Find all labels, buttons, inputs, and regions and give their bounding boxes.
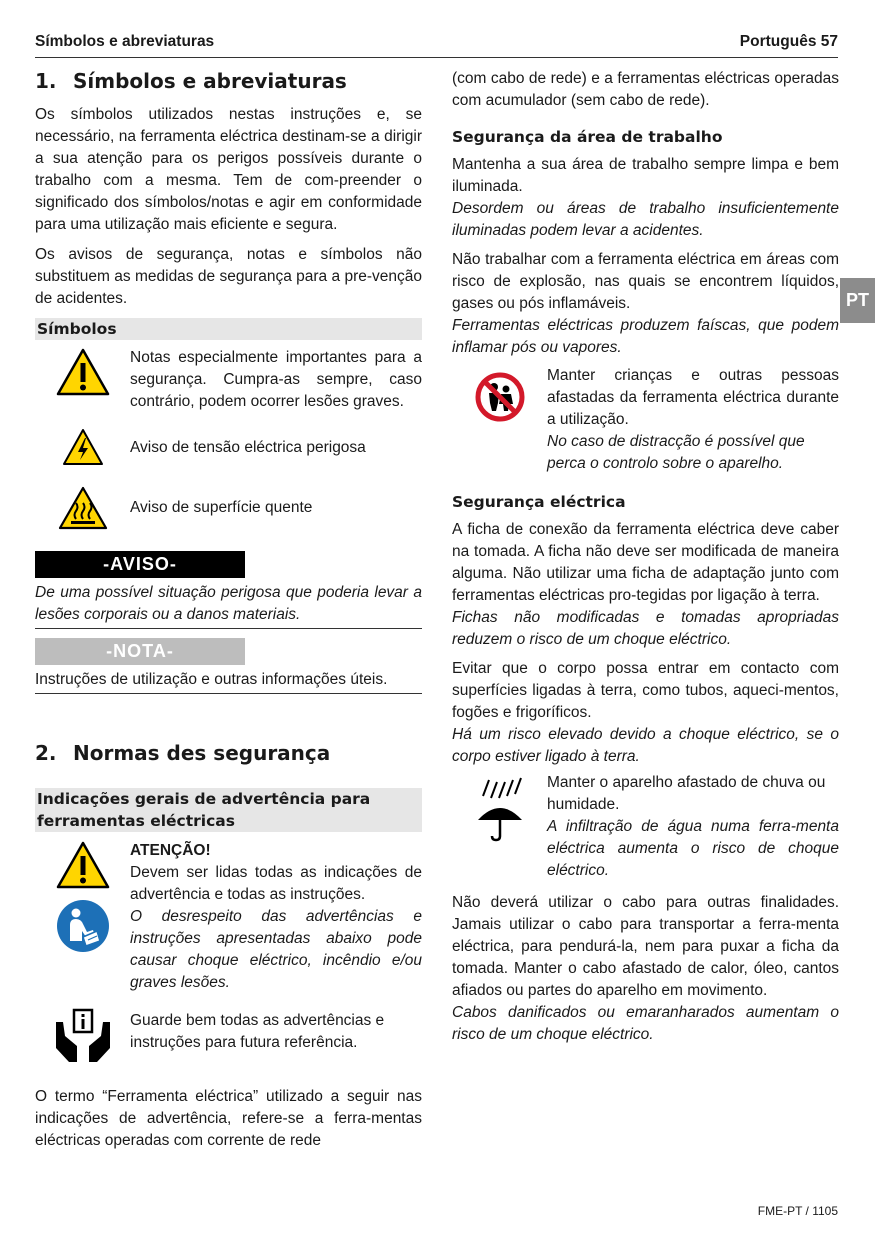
read-manual-icon <box>56 899 110 958</box>
attention-text: Devem ser lidas todas as indicações de advertência e todas as instruções. <box>130 864 422 903</box>
voltage-warning-icon <box>35 427 130 467</box>
rain-text: Manter o aparelho afastado de chuva ou humidade. <box>547 774 826 813</box>
children-italic: No caso de distracção é possível que perca o controlo sobre o aparelho. <box>547 433 805 472</box>
attention-title: ATENÇÃO! <box>130 842 211 859</box>
symbol-row-hot-surface <box>35 485 422 531</box>
symbols-heading: Símbolos <box>35 318 422 340</box>
warning-triangle-icon <box>35 347 130 397</box>
term-definition-paragraph: O termo “Ferramenta eléctrica” utilizado a seguir nas indicações de advertência, refere-se a ferra-mentas eléctricas operadas com corrente de rede <box>35 1088 422 1149</box>
symbol-row-general <box>35 347 422 413</box>
nota-label: -NOTA- <box>35 638 245 665</box>
header-page-number: Português 57 <box>739 33 838 50</box>
left-column <box>35 68 422 1152</box>
cable-italic: Cabos danificados ou emaranharados aumentam o risco de um choque eléctrico. <box>452 1004 839 1043</box>
term-continuation: (com cabo de rede) e a ferramentas eléctricas operadas com acumulador (sem cabo de rede). <box>452 70 839 109</box>
aviso-description: De uma possível situação perigosa que poderia levar a lesões corporais ou a danos materiais. <box>35 584 422 623</box>
work-area-text-1: Mantenha a sua área de trabalho sempre limpa e bem iluminada. <box>452 156 839 195</box>
electrical-safety-heading: Segurança eléctrica <box>452 493 626 511</box>
umbrella-rain-icon <box>452 772 547 842</box>
work-area-italic-1: Desordem ou áreas de trabalho insuficientemente iluminadas podem levar a acidentes. <box>452 200 839 239</box>
language-tab: PT <box>840 278 875 323</box>
keep-instructions-text: Guarde bem todas as advertências e instruções para futura referência. <box>130 1012 385 1051</box>
work-area-heading: Segurança da área de trabalho <box>452 128 723 146</box>
attention-italic-text: O desrespeito das advertências e instruções apresentadas abaixo pode causar choque eléctrico, incêndio e/ou graves lesões. <box>130 908 422 991</box>
intro-paragraph: Os símbolos utilizados nestas instruções e, se necessário, na ferramenta eléctrica destinam-se a dirigir a sua atenção para os perigos possíveis durante o trabalho com a mesma. Tem de com-preender o significado dos símbolos/notas e agir em conformidade para uma utilização mais eficiente e segura. <box>35 106 422 233</box>
no-children-icon <box>452 365 547 423</box>
right-column <box>452 68 839 1046</box>
electrical-text-2: Evitar que o corpo possa entrar em contacto com superfícies ligadas à terra, como tubos, aqueci-mentos, fogões e frigoríficos. <box>452 660 839 721</box>
hot-surface-icon <box>35 485 130 531</box>
symbol-hot-surface-desc: Aviso de superfície quente <box>130 499 313 516</box>
general-warnings-heading: Indicações gerais de advertência para ferramentas eléctricas <box>35 788 422 832</box>
electrical-italic-1: Fichas não modificadas e tomadas apropriadas reduzem o risco de um choque eléctrico. <box>452 609 839 648</box>
section-1-title: 1. Símbolos e abreviaturas <box>35 69 347 93</box>
aviso-block <box>35 582 422 629</box>
keep-instructions-icon <box>35 1008 130 1064</box>
section-2-title: 2. Normas des segurança <box>35 741 331 765</box>
symbol-row-voltage <box>35 427 422 467</box>
nota-description: Instruções de utilização e outras informações úteis. <box>35 671 388 688</box>
safety-note-paragraph: Os avisos de segurança, notas e símbolos não substituem as medidas de segurança para a pre-venção de acidentes. <box>35 246 422 307</box>
document-code: FME-PT / 1105 <box>757 1204 838 1218</box>
symbol-voltage-desc: Aviso de tensão eléctrica perigosa <box>130 439 366 456</box>
aviso-label: -AVISO- <box>35 551 245 578</box>
page-header <box>35 33 838 58</box>
attention-block <box>35 840 422 994</box>
rain-italic: A infiltração de água numa ferra-menta eléctrica aumenta o risco de choque eléctrico. <box>547 818 839 879</box>
nota-block <box>35 669 422 694</box>
electrical-text-1: A ficha de conexão da ferramenta eléctrica deve caber na tomada. A ficha não deve ser modificada de maneira alguma. Não utilizar uma ficha de adaptação junto com ferramentas eléctricas pro-tegidas por ligação à terra. <box>452 521 839 604</box>
electrical-italic-2: Há um risco elevado devido a choque eléctrico, se o corpo estiver ligado à terra. <box>452 726 839 765</box>
children-row <box>452 365 839 475</box>
work-area-text-2: Não trabalhar com a ferramenta eléctrica em áreas com risco de explosão, nas quais se encontrem líquidos, gases ou pós inflamáveis. <box>452 251 839 312</box>
warning-triangle-icon <box>55 840 111 895</box>
keep-instructions-row <box>35 1008 422 1064</box>
header-section-title: Símbolos e abreviaturas <box>35 33 215 50</box>
symbol-general-desc: Notas especialmente importantes para a segurança. Cumpra-as sempre, caso contrário, podem ocorrer lesões graves. <box>130 349 422 410</box>
work-area-italic-2: Ferramentas eléctricas produzem faíscas, que podem inflamar pós ou vapores. <box>452 317 839 356</box>
cable-text: Não deverá utilizar o cabo para outras finalidades. Jamais utilizar o cabo para transportar a ferra-menta eléctrica, para pendurá-la, nem para puxar a ficha da tomada. Manter o cabo afastado de calor, óleo, cantos afiados ou partes do aparelho em movimento. <box>452 894 839 999</box>
rain-row <box>452 772 839 882</box>
children-text: Manter crianças e outras pessoas afastadas da ferramenta eléctrica durante a utilização. <box>547 367 839 428</box>
